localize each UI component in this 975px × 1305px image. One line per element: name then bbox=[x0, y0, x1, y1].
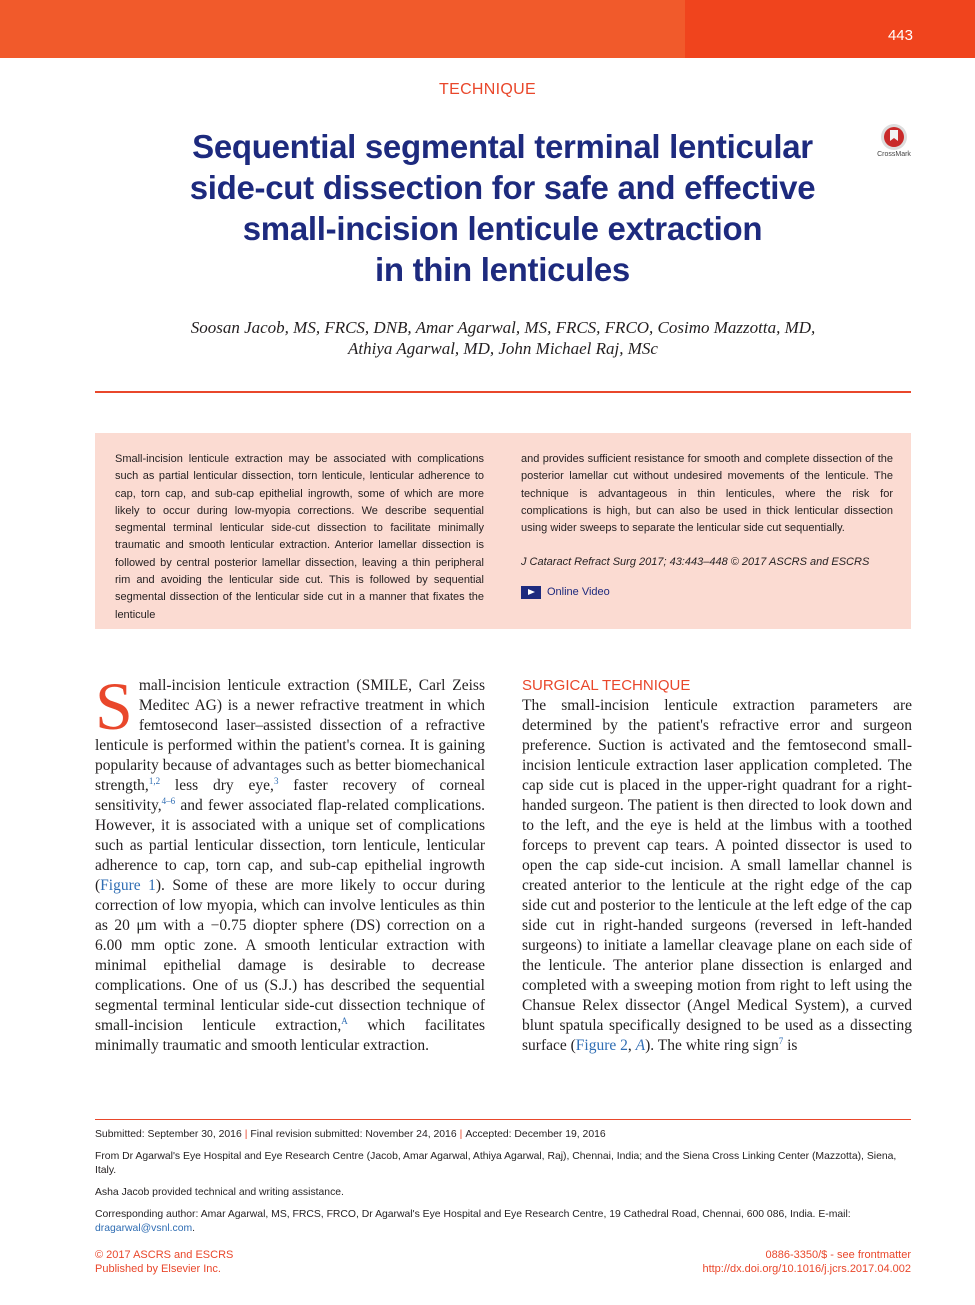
crossmark-label: CrossMark bbox=[877, 151, 911, 158]
issn: 0886-3350/$ - see frontmatter bbox=[765, 1249, 911, 1261]
technique-paragraph bbox=[522, 696, 912, 1056]
footnotes bbox=[95, 1128, 911, 1244]
body-text: , bbox=[627, 1037, 636, 1054]
body-text: The small-incision lenticule extraction parameters are determined by the patient's refractive error and surgeon preference. Suction is activated and the femtosecond small-incision lenticule extraction laser application completed. The cap side cut is placed in the upper-right quadrant for a right-handed surgeon. The patient is then directed to look down and to the left, and the eye is held at the limbus with a toothed forceps to prevent cap tears. A pointed dissector is used to open the cap side-cut incision. A small lamellar channel is created anterior to the lenticule at the right edge of the cap side cut and posterior to the lenticule at the left edge of the cap side cut in right-handed surgeons (reversed in left-handed surgeons) to initiate a lamellar cleavage plane on each side of the lenticule. The anterior plane dissection is enlarged and completed with a sweeping motion from right to left using the Chansue Relex dissector (Angel Medical System), a curved blunt spatula specifically designed to be used as a dissecting surface ( bbox=[522, 697, 912, 1054]
title-divider bbox=[95, 391, 911, 393]
title-line: side-cut dissection for safe and effective bbox=[189, 169, 816, 206]
reference-link[interactable]: 4–6 bbox=[161, 795, 176, 806]
accepted-date: Accepted: December 19, 2016 bbox=[465, 1129, 606, 1140]
article-title bbox=[130, 126, 875, 290]
online-video-label: Online Video bbox=[547, 585, 610, 598]
footer-right bbox=[702, 1248, 911, 1276]
title-line: small-incision lenticule extraction bbox=[242, 210, 763, 247]
publisher: Published by Elsevier Inc. bbox=[95, 1263, 221, 1275]
reference-link[interactable]: A bbox=[341, 1015, 348, 1026]
body-text: and fewer associated flap-related complications. However, it is associated with a unique set of complications such as partial lenticular dissection, torn lenticule, lenticular adherence to cap, torn cap, and sub-cap epithelial ingrowth ( bbox=[95, 797, 485, 894]
body-text: mall-incision lenticule extraction (SMILE, Carl Zeiss Meditec AG) is a newer refractive treatment in which femtosecond laser–assisted dissection of a refractive lenticule is performed within the patient's cornea. It is gaining popularity because of advantages such as better biomechanical strength, bbox=[95, 677, 485, 794]
body-text: ). The white ring sign bbox=[645, 1037, 779, 1054]
drop-cap: S bbox=[95, 668, 133, 744]
dates-line bbox=[95, 1128, 911, 1142]
copyright: © 2017 ASCRS and ESCRS bbox=[95, 1249, 234, 1261]
doi-link[interactable]: http://dx.doi.org/10.1016/j.jcrs.2017.04.002 bbox=[702, 1263, 911, 1275]
header-bar-page-block bbox=[685, 0, 975, 58]
assistance-note: Asha Jacob provided technical and writing assistance. bbox=[95, 1187, 344, 1198]
submitted-date: Submitted: September 30, 2016 bbox=[95, 1129, 242, 1140]
body-text: less dry eye, bbox=[160, 777, 274, 794]
separator: | bbox=[244, 1129, 248, 1140]
title-line: Sequential segmental terminal lenticular bbox=[192, 128, 813, 165]
abstract-column-right bbox=[521, 451, 893, 601]
page-number: 443 bbox=[887, 27, 913, 44]
header-bar bbox=[0, 0, 975, 58]
reference-link[interactable]: 1,2 bbox=[148, 775, 161, 786]
reference-link[interactable]: 3 bbox=[273, 775, 279, 786]
figure-panel-link[interactable]: A bbox=[635, 1037, 646, 1054]
body-text: which facilitates minimally traumatic and smooth lenticular extraction. bbox=[95, 1017, 485, 1054]
author-list bbox=[95, 317, 911, 359]
play-video-icon bbox=[521, 586, 541, 599]
reference-link[interactable]: 7 bbox=[778, 1035, 784, 1046]
abstract-box bbox=[95, 433, 911, 629]
author-line: Athiya Agarwal, MD, John Michael Raj, MSc bbox=[348, 339, 658, 358]
figure-link[interactable]: Figure 2 bbox=[575, 1037, 628, 1054]
corresponding-author bbox=[95, 1208, 911, 1236]
online-video-link[interactable] bbox=[521, 584, 893, 601]
abstract-text-right: and provides sufficient resistance for smooth and complete dissection of the posterior lamellar cut without undesired movements of the lenticule. The technique is advantageous in thin lenticules, where the risk for complications is high, but can also be used in thick lenticular dissection using wider sweeps to separate the lenticular side cut sequentially. bbox=[521, 453, 893, 535]
footer-left bbox=[95, 1248, 233, 1276]
abstract-text-left: Small-incision lenticule extraction may be associated with complications such as partial lenticular dissection, torn lenticule, lenticular adherence to cap, torn cap, and sub-cap epithelial ingrowth, some of which are more likely to occur during low-myopia corrections. We describe sequential segmental terminal lenticular side-cut dissection to facilitate minimally traumatic and smooth lenticular extraction. Anterior lamellar dissection is followed by central posterior lamellar dissection, leaving a thin peripheral rim and avoiding the lenticular side cut. This is followed by sequential segmental dissection of the lenticular side cut in a manner that fixates the lenticule bbox=[115, 453, 484, 621]
corresponding-text: Corresponding author: Amar Agarwal, MS, FRCS, FRCO, Dr Agarwal's Eye Hospital and Eye Research Centre, 19 Cathedral Road, Chennai, 600 086, India. E-mail: bbox=[95, 1209, 851, 1220]
separator: | bbox=[459, 1129, 463, 1140]
abstract-column-left bbox=[115, 451, 484, 624]
author-line: Soosan Jacob, MS, FRCS, DNB, Amar Agarwal, MS, FRCS, FRCO, Cosimo Mazzotta, MD, bbox=[190, 318, 816, 337]
body-text: ). Some of these are more likely to occur during correction of low myopia, which can involve lenticules as thin as 20 μm with a −0.75 diopter sphere (DS) correction on a 6.00 mm optic zone. A smooth lenticular extraction with minimal epithelial damage is desirable to decrease complications. One of us (S.J.) has described the sequential segmental terminal lenticular side-cut dissection technique of small-incision lenticule extraction, bbox=[95, 877, 485, 1034]
body-column-left bbox=[95, 668, 486, 1056]
body-text: is bbox=[783, 1037, 798, 1054]
section-label: TECHNIQUE bbox=[439, 81, 536, 98]
section-heading: SURGICAL TECHNIQUE bbox=[522, 677, 691, 694]
figure-link[interactable]: Figure 1 bbox=[100, 877, 156, 894]
journal-citation: J Cataract Refract Surg 2017; 43:443–448 © 2017 ASCRS and ESCRS bbox=[521, 556, 870, 569]
email-link[interactable]: dragarwal@vsnl.com bbox=[95, 1223, 193, 1234]
affiliation-note: From Dr Agarwal's Eye Hospital and Eye Research Centre (Jacob, Amar Agarwal, Athiya Agarwal, Raj), Chennai, India; and the Siena Cross Linking Center (Mazzotta), Siena, Italy. bbox=[95, 1151, 897, 1176]
body-text: faster recovery of corneal sensitivity, bbox=[95, 777, 486, 814]
footnote-divider bbox=[95, 1119, 911, 1120]
revised-date: Final revision submitted: November 24, 2016 bbox=[250, 1129, 457, 1140]
intro-paragraph bbox=[95, 668, 486, 1056]
corresponding-text-end: . bbox=[192, 1223, 196, 1234]
body-column-right bbox=[522, 676, 912, 1056]
title-line: in thin lenticules bbox=[375, 251, 630, 288]
